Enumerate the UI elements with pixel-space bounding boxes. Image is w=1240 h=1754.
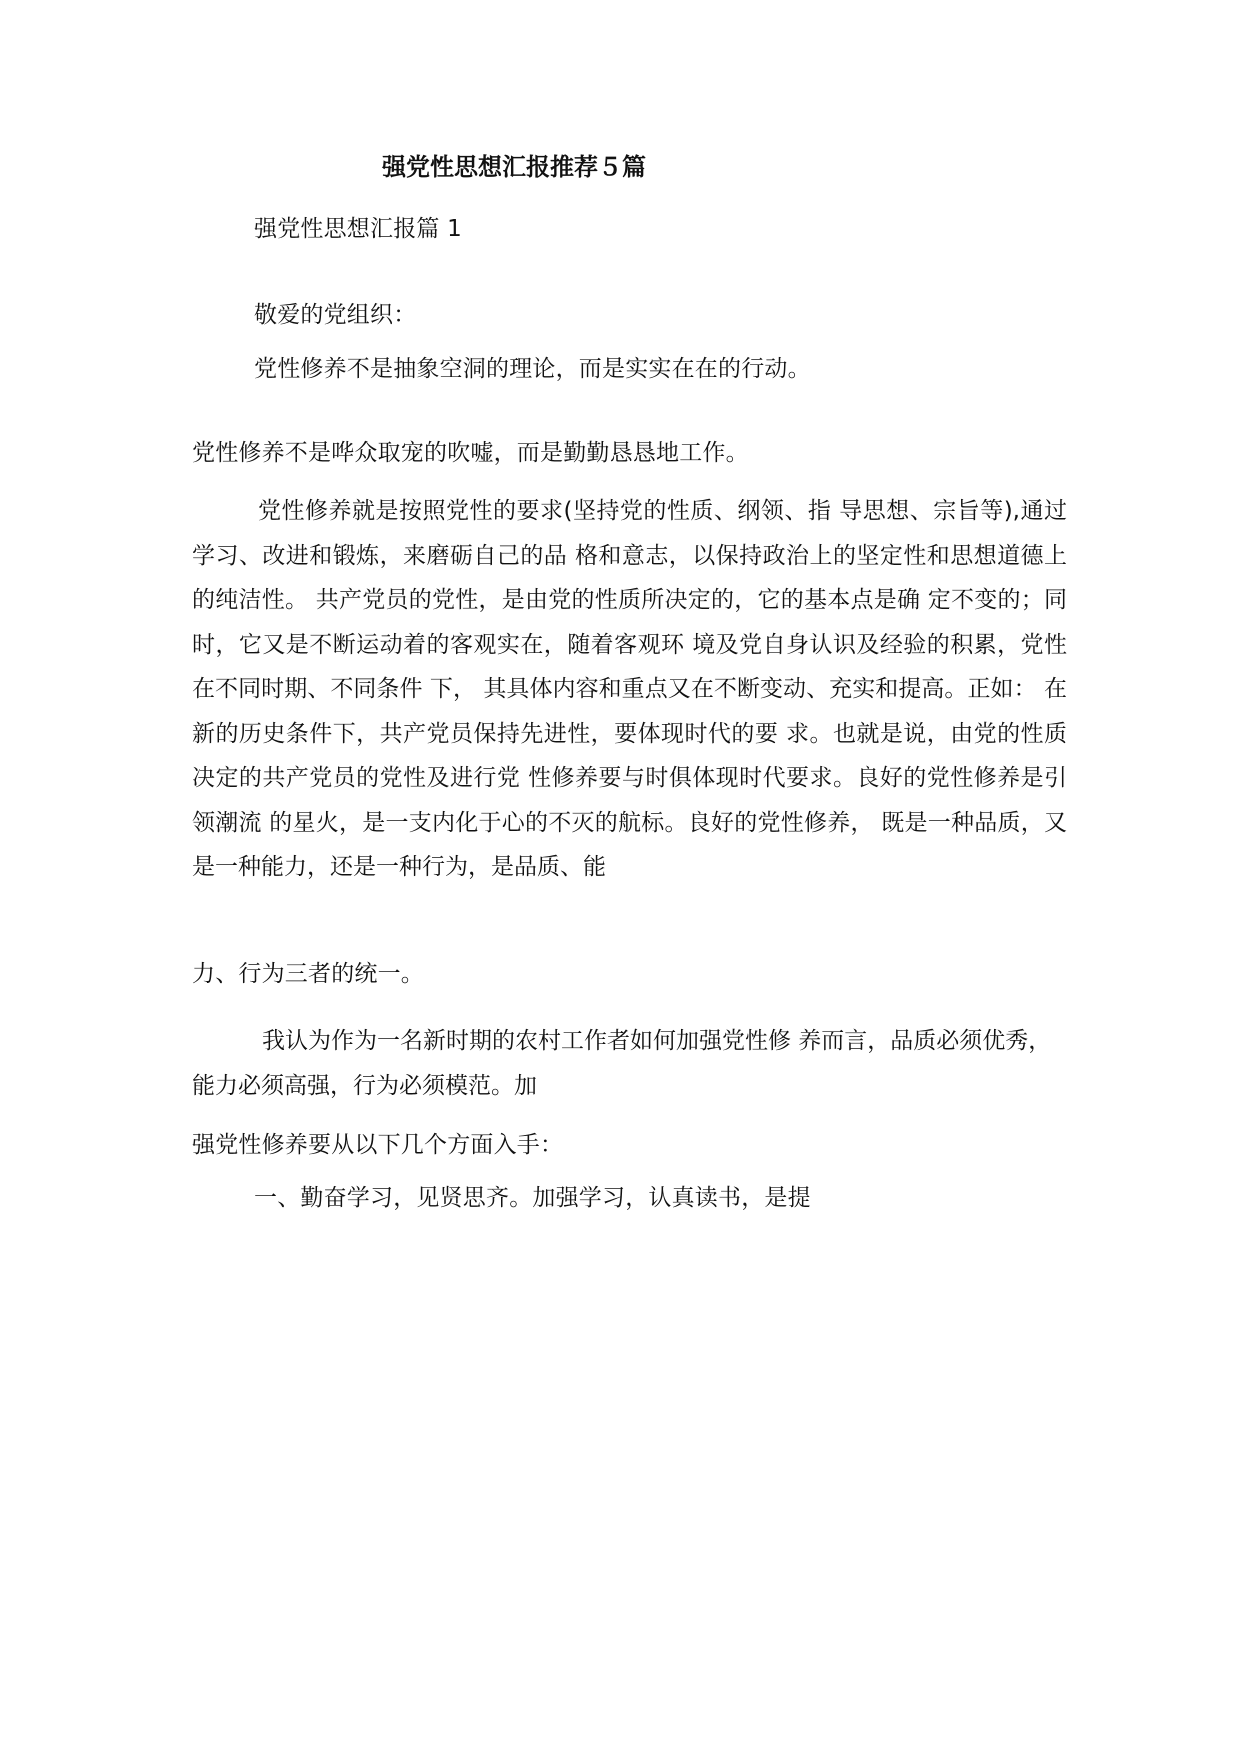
salutation: 敬爱的党组织： [254,302,417,328]
paragraph-5: 我认为作为一名新时期的农村工作者如何加强党性修 养而言，品质必须优秀，能力必须高强，行为必须模范。加 [192,1028,1052,1099]
paragraph-7: 一、勤奋学习，见贤思齐。加强学习，认真读书，是提 [254,1185,811,1211]
paragraph-2: 党性修养不是哗众取宠的吹嘘，而是勤勤恳恳地工作。 [192,440,749,466]
section-heading: 强党性思想汇报篇 1 [254,216,462,242]
paragraph-6: 强党性修养要从以下几个方面入手： [192,1132,564,1158]
paragraph-3: 党性修养就是按照党性的要求(坚持党的性质、纲领、指 导思想、宗旨等),通过学习、改进和锻炼，来磨砺自己的品 格和意志，以保持政治上的坚定性和思想道德上的纯洁性。 共产党员的党性，是由党的性质所决定的，它的基本点是确 定不变的；同时，它又是不断运动着的客观实在，随着客观环 境及党自身认识及经验的积累，党性在不同时期、不同条件 下， 其具体内容和重点又在不断变动、充实和提高。正如： 在新的历史条件下，共产党员保持先进性，要体现时代的要 求。也就是说，由党的性质决定的共产党员的党性及进行党 性修养要与时俱体现时代要求。良好的党性修养是引领潮流 的星火，是一支内化于心的不灭的航标。良好的党性修养， 既是一种品质，又是一种能力，还是一种行为，是品质、能 [192,498,1067,880]
paragraph-4: 力、行为三者的统一。 [192,961,424,987]
document-title: 强党性思想汇报推荐５篇 [382,153,646,181]
paragraph-1: 党性修养不是抽象空洞的理论，而是实实在在的行动。 [254,356,811,382]
